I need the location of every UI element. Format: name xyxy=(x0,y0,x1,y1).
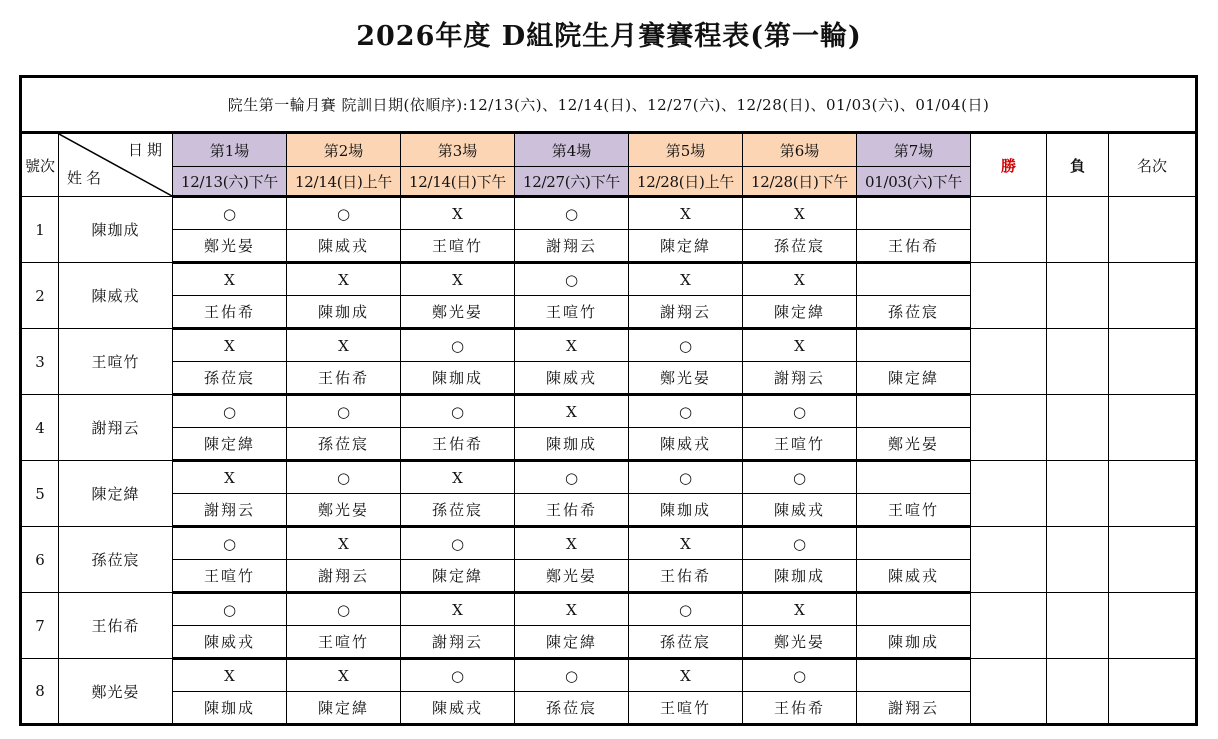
win-count xyxy=(971,461,1047,527)
game-opponent: 陳珈成 xyxy=(629,494,743,527)
game-result: ○ xyxy=(173,197,287,230)
player-name: 王佑希 xyxy=(59,593,173,659)
rank-value xyxy=(1109,329,1197,395)
game-opponent: 陳威戎 xyxy=(743,494,857,527)
header-date-label: 日期 xyxy=(127,141,166,159)
win-count xyxy=(971,659,1047,725)
player-row xyxy=(21,395,1197,428)
game-opponent: 孫莅宸 xyxy=(629,626,743,659)
game-result: ○ xyxy=(515,197,629,230)
game-date-5: 12/28(日)上午 xyxy=(629,167,743,197)
game-result: ○ xyxy=(743,659,857,692)
game-result: X xyxy=(629,263,743,296)
game-opponent: 王喧竹 xyxy=(629,692,743,725)
game-opponent: 陳珈成 xyxy=(173,692,287,725)
game-result: X xyxy=(287,329,401,362)
game-result: X xyxy=(287,527,401,560)
header-name-label: 姓名 xyxy=(67,169,106,187)
game-opponent: 鄭光晏 xyxy=(173,230,287,263)
game-opponent: 王喧竹 xyxy=(743,428,857,461)
game-opponent: 鄭光晏 xyxy=(515,560,629,593)
game-opponent: 陳威戎 xyxy=(629,428,743,461)
game-header-6: 第6場 xyxy=(743,133,857,167)
game-date-4: 12/27(六)下午 xyxy=(515,167,629,197)
player-name: 鄭光晏 xyxy=(59,659,173,725)
rank-value xyxy=(1109,593,1197,659)
loss-count xyxy=(1047,263,1109,329)
game-result: ○ xyxy=(515,659,629,692)
game-result: ○ xyxy=(629,461,743,494)
game-header-2: 第2場 xyxy=(287,133,401,167)
game-result: X xyxy=(629,659,743,692)
game-opponent: 王喧竹 xyxy=(287,626,401,659)
game-result: X xyxy=(743,263,857,296)
game-result: X xyxy=(629,527,743,560)
game-result: ○ xyxy=(287,461,401,494)
player-name: 陳珈成 xyxy=(59,197,173,263)
game-opponent: 謝翔云 xyxy=(287,560,401,593)
player-no: 3 xyxy=(21,329,59,395)
game-result: X xyxy=(173,263,287,296)
game-result: X xyxy=(515,527,629,560)
game-opponent: 鄭光晏 xyxy=(743,626,857,659)
player-row xyxy=(21,329,1197,362)
player-no: 2 xyxy=(21,263,59,329)
game-header-7: 第7場 xyxy=(857,133,971,167)
game-opponent: 謝翔云 xyxy=(401,626,515,659)
game-opponent: 陳威戎 xyxy=(515,362,629,395)
game-date-7: 01/03(六)下午 xyxy=(857,167,971,197)
game-result xyxy=(857,593,971,626)
game-opponent: 王佑希 xyxy=(287,362,401,395)
game-result xyxy=(857,263,971,296)
game-result xyxy=(857,329,971,362)
game-result xyxy=(857,197,971,230)
player-row xyxy=(21,659,1197,692)
loss-count xyxy=(1047,395,1109,461)
schedule-table xyxy=(19,75,1198,726)
game-opponent: 王喧竹 xyxy=(515,296,629,329)
game-result: X xyxy=(515,593,629,626)
game-opponent: 陳定緯 xyxy=(401,560,515,593)
game-result: X xyxy=(743,197,857,230)
game-result: ○ xyxy=(743,395,857,428)
game-result: X xyxy=(173,461,287,494)
player-name: 陳威戎 xyxy=(59,263,173,329)
player-name: 陳定緯 xyxy=(59,461,173,527)
game-opponent: 陳威戎 xyxy=(287,230,401,263)
game-result xyxy=(857,395,971,428)
game-opponent: 孫莅宸 xyxy=(743,230,857,263)
game-date-6: 12/28(日)下午 xyxy=(743,167,857,197)
rank-value xyxy=(1109,197,1197,263)
game-date-1: 12/13(六)下午 xyxy=(173,167,287,197)
game-opponent: 陳珈成 xyxy=(287,296,401,329)
game-result: ○ xyxy=(401,659,515,692)
loss-count xyxy=(1047,527,1109,593)
player-no: 8 xyxy=(21,659,59,725)
game-result: X xyxy=(743,329,857,362)
loss-count xyxy=(1047,461,1109,527)
game-opponent: 謝翔云 xyxy=(743,362,857,395)
game-header-5: 第5場 xyxy=(629,133,743,167)
header-win: 勝 xyxy=(971,133,1047,197)
rank-value xyxy=(1109,461,1197,527)
game-result: ○ xyxy=(173,593,287,626)
game-opponent: 鄭光晏 xyxy=(629,362,743,395)
game-opponent: 陳珈成 xyxy=(401,362,515,395)
game-result: X xyxy=(287,659,401,692)
loss-count xyxy=(1047,659,1109,725)
header-date-name xyxy=(59,133,173,197)
game-result: ○ xyxy=(515,461,629,494)
game-opponent: 王佑希 xyxy=(515,494,629,527)
game-opponent: 陳定緯 xyxy=(173,428,287,461)
game-opponent: 陳珈成 xyxy=(515,428,629,461)
game-opponent: 王佑希 xyxy=(857,230,971,263)
schedule-notice: 院生第一輪月賽 院訓日期(依順序):12/13(六)、12/14(日)、12/27(六)、12/28(日)、01/03(六)、01/04(日) xyxy=(21,77,1197,133)
player-no: 5 xyxy=(21,461,59,527)
game-opponent: 謝翔云 xyxy=(173,494,287,527)
player-no: 6 xyxy=(21,527,59,593)
game-opponent: 王佑希 xyxy=(401,428,515,461)
loss-count xyxy=(1047,197,1109,263)
loss-count xyxy=(1047,329,1109,395)
win-count xyxy=(971,593,1047,659)
game-result: X xyxy=(173,329,287,362)
player-no: 4 xyxy=(21,395,59,461)
game-opponent: 王佑希 xyxy=(743,692,857,725)
game-result: X xyxy=(515,395,629,428)
game-result: ○ xyxy=(401,395,515,428)
win-count xyxy=(971,527,1047,593)
player-name: 王喧竹 xyxy=(59,329,173,395)
game-result: ○ xyxy=(629,395,743,428)
game-opponent: 鄭光晏 xyxy=(287,494,401,527)
game-opponent: 王佑希 xyxy=(629,560,743,593)
game-date-2: 12/14(日)上午 xyxy=(287,167,401,197)
game-opponent: 陳定緯 xyxy=(857,362,971,395)
game-opponent: 孫莅宸 xyxy=(287,428,401,461)
game-date-3: 12/14(日)下午 xyxy=(401,167,515,197)
game-result: X xyxy=(743,593,857,626)
game-opponent: 謝翔云 xyxy=(857,692,971,725)
game-opponent: 孫莅宸 xyxy=(173,362,287,395)
game-opponent: 孫莅宸 xyxy=(401,494,515,527)
header-rank: 名次 xyxy=(1109,133,1197,197)
game-result: ○ xyxy=(173,395,287,428)
game-opponent: 王喧竹 xyxy=(857,494,971,527)
rank-value xyxy=(1109,659,1197,725)
game-result: ○ xyxy=(743,461,857,494)
game-result xyxy=(857,527,971,560)
game-result: ○ xyxy=(173,527,287,560)
win-count xyxy=(971,329,1047,395)
player-no: 7 xyxy=(21,593,59,659)
loss-count xyxy=(1047,593,1109,659)
player-name: 謝翔云 xyxy=(59,395,173,461)
page-title: 2026年度 D組院生月賽賽程表(第一輪) xyxy=(356,21,862,52)
rank-value xyxy=(1109,527,1197,593)
player-row xyxy=(21,593,1197,626)
game-opponent: 陳珈成 xyxy=(857,626,971,659)
game-result: ○ xyxy=(401,527,515,560)
game-result: ○ xyxy=(287,197,401,230)
game-opponent: 謝翔云 xyxy=(629,296,743,329)
game-result xyxy=(857,461,971,494)
win-count xyxy=(971,263,1047,329)
game-opponent: 陳威戎 xyxy=(173,626,287,659)
game-result: ○ xyxy=(287,593,401,626)
game-header-4: 第4場 xyxy=(515,133,629,167)
game-result: X xyxy=(401,263,515,296)
game-opponent: 鄭光晏 xyxy=(857,428,971,461)
game-result: ○ xyxy=(515,263,629,296)
game-opponent: 鄭光晏 xyxy=(401,296,515,329)
game-opponent: 陳定緯 xyxy=(743,296,857,329)
game-opponent: 陳定緯 xyxy=(287,692,401,725)
game-result: X xyxy=(287,263,401,296)
game-result: ○ xyxy=(743,527,857,560)
game-opponent: 王喧竹 xyxy=(173,560,287,593)
player-no: 1 xyxy=(21,197,59,263)
game-opponent: 孫莅宸 xyxy=(515,692,629,725)
game-opponent: 陳珈成 xyxy=(743,560,857,593)
rank-value xyxy=(1109,395,1197,461)
win-count xyxy=(971,395,1047,461)
game-result: X xyxy=(401,461,515,494)
header-loss: 負 xyxy=(1047,133,1109,197)
game-opponent: 王喧竹 xyxy=(401,230,515,263)
game-result: ○ xyxy=(287,395,401,428)
game-opponent: 陳定緯 xyxy=(515,626,629,659)
game-opponent: 謝翔云 xyxy=(515,230,629,263)
game-result xyxy=(857,659,971,692)
game-result: X xyxy=(629,197,743,230)
game-result: ○ xyxy=(629,329,743,362)
game-opponent: 陳定緯 xyxy=(629,230,743,263)
rank-value xyxy=(1109,263,1197,329)
player-row xyxy=(21,263,1197,296)
player-row xyxy=(21,197,1197,230)
player-name: 孫莅宸 xyxy=(59,527,173,593)
game-result: ○ xyxy=(629,593,743,626)
game-opponent: 孫莅宸 xyxy=(857,296,971,329)
game-opponent: 陳威戎 xyxy=(401,692,515,725)
player-row xyxy=(21,527,1197,560)
game-header-3: 第3場 xyxy=(401,133,515,167)
game-result: X xyxy=(515,329,629,362)
game-opponent: 王佑希 xyxy=(173,296,287,329)
game-opponent: 陳威戎 xyxy=(857,560,971,593)
player-row xyxy=(21,461,1197,494)
header-no: 號次 xyxy=(21,133,59,197)
game-result: X xyxy=(401,593,515,626)
game-result: ○ xyxy=(401,329,515,362)
game-result: X xyxy=(401,197,515,230)
win-count xyxy=(971,197,1047,263)
game-result: X xyxy=(173,659,287,692)
game-header-1: 第1場 xyxy=(173,133,287,167)
